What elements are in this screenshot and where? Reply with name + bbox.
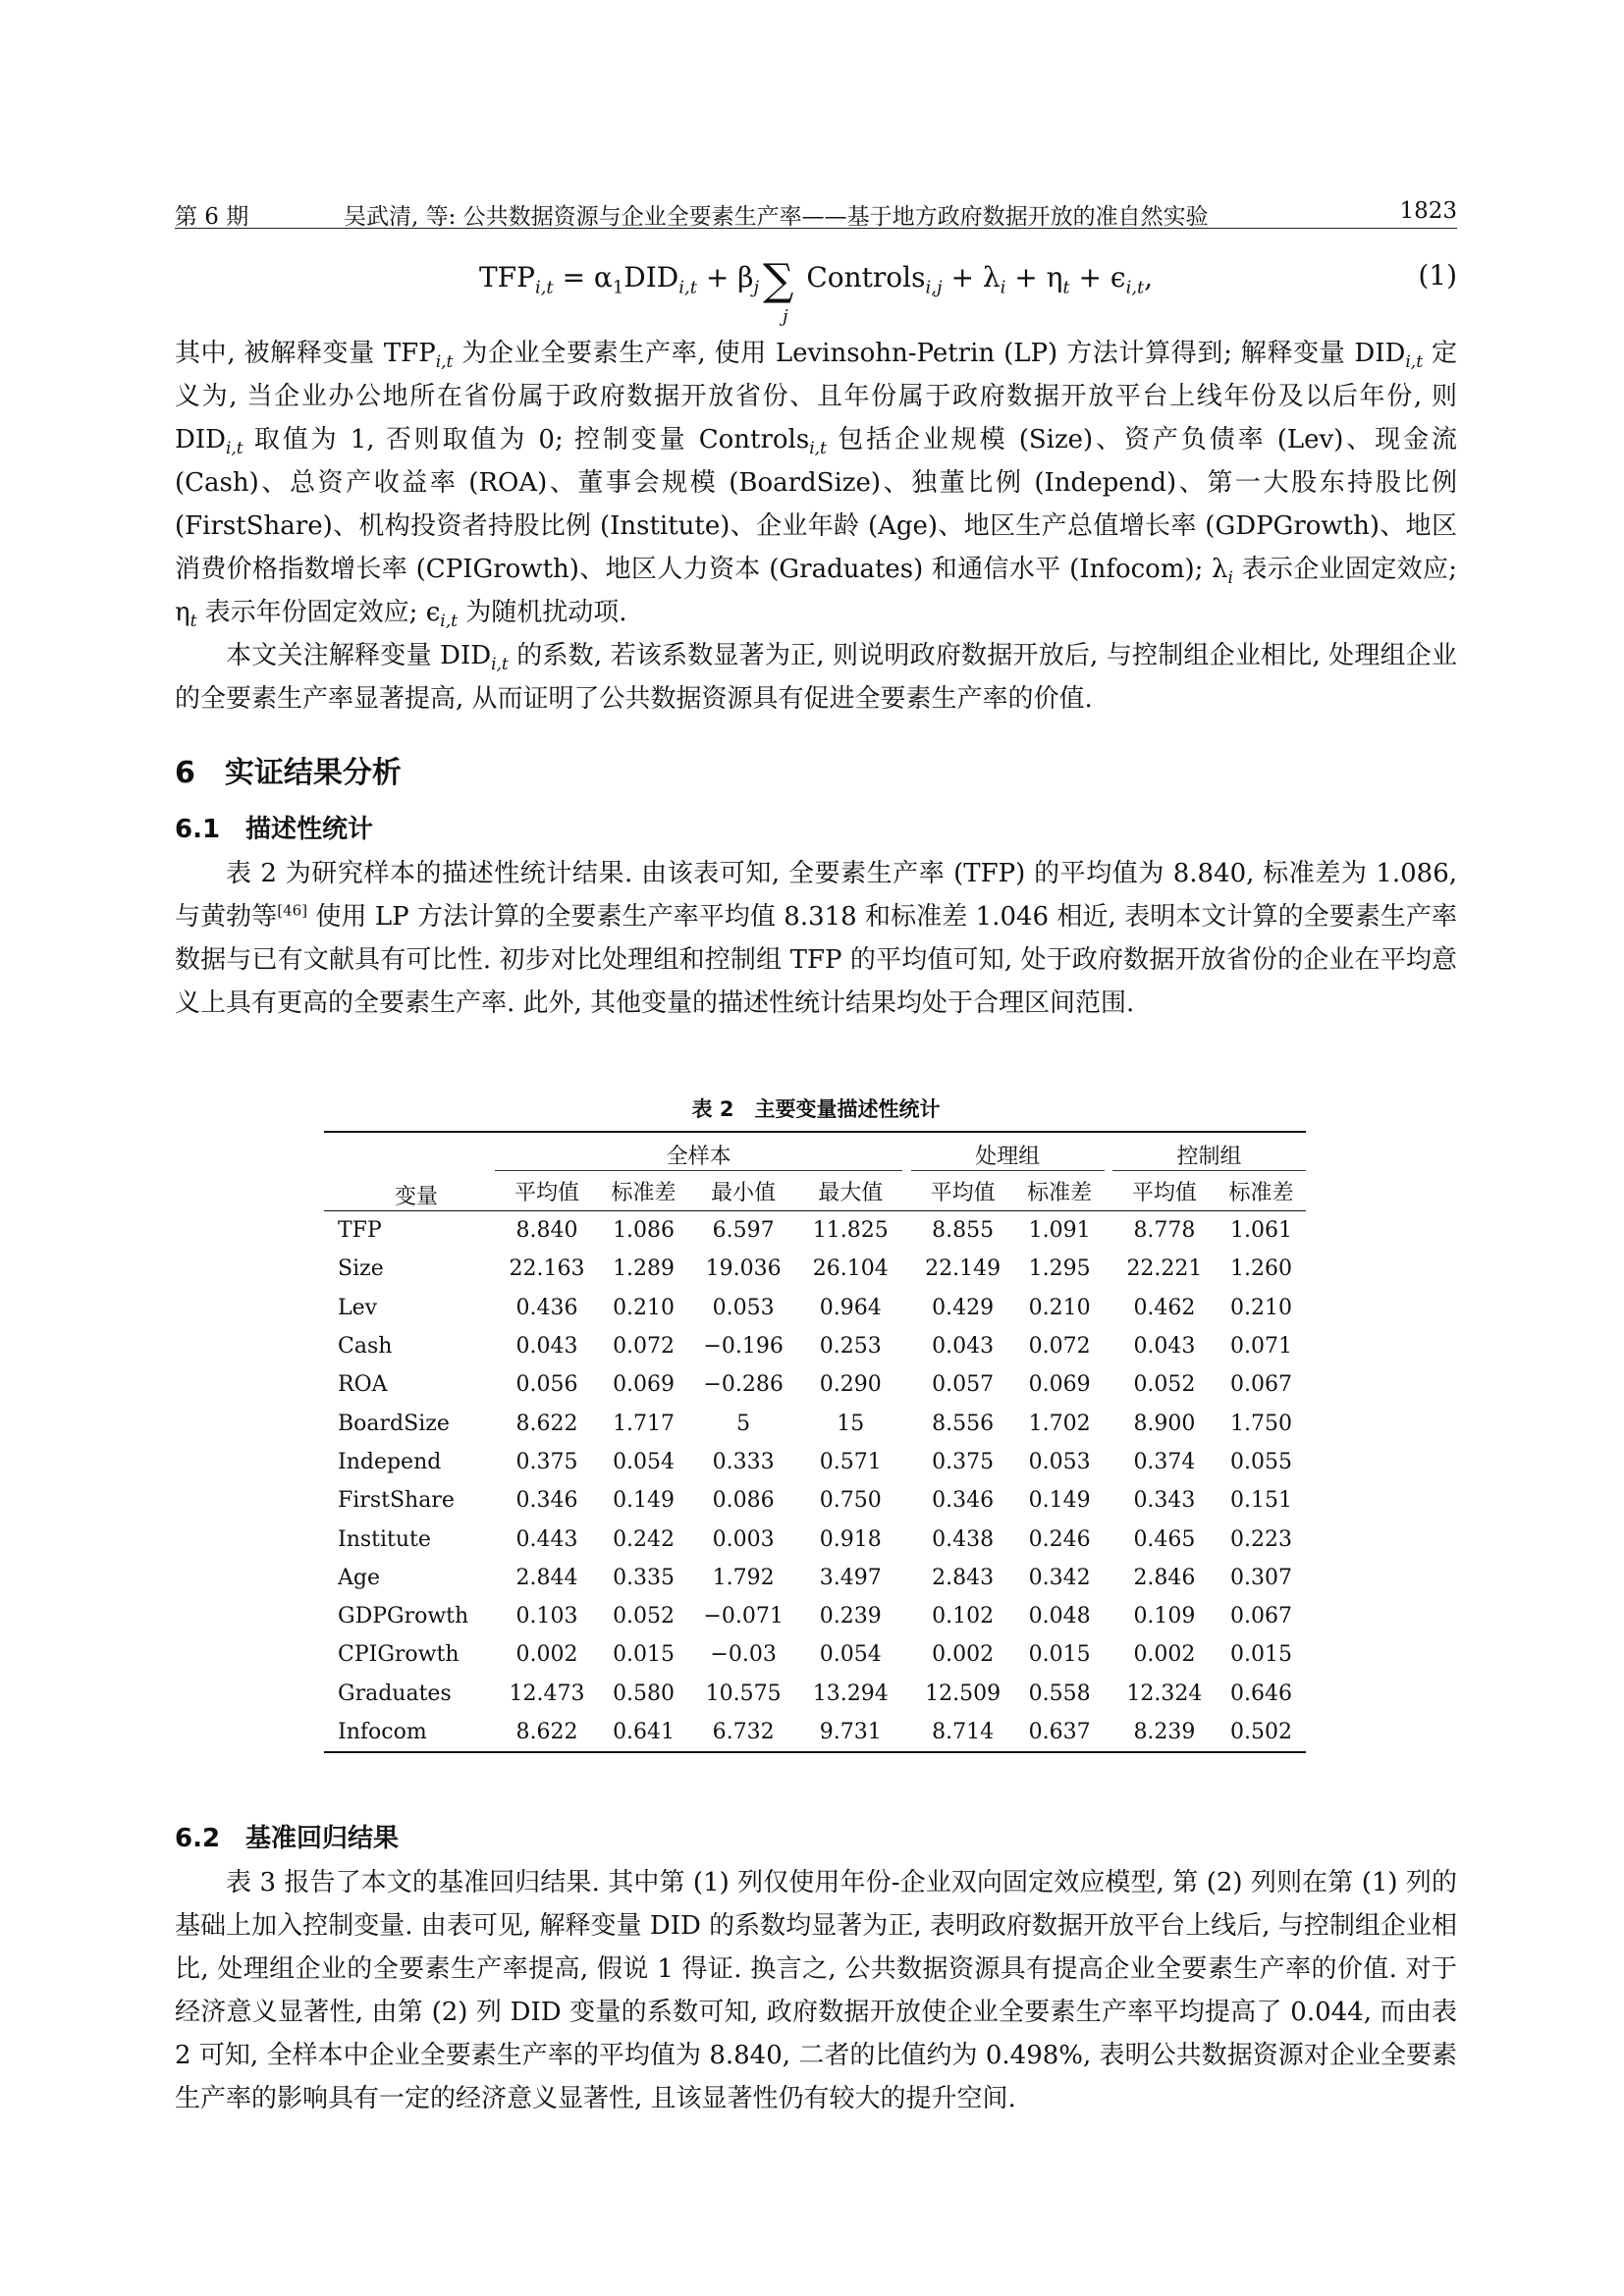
table-cell: 5: [736, 1411, 751, 1436]
table-cell: 0.462: [1133, 1295, 1196, 1320]
table-cell: 0.253: [819, 1334, 882, 1360]
eq-sub: i,t: [678, 277, 697, 298]
table-cell: 0.102: [932, 1604, 995, 1629]
paragraph-did-focus: [175, 634, 1457, 721]
eq-did: DID: [623, 261, 679, 294]
table-cell: 0.069: [1028, 1372, 1091, 1398]
group-header-treatment: 处理组: [911, 1132, 1105, 1171]
table-cell: 0.067: [1229, 1372, 1292, 1398]
table-cell: 0.558: [1028, 1681, 1091, 1706]
table-row: [324, 1597, 1306, 1635]
column-gap: [1105, 1404, 1112, 1442]
equation-number: (1): [1418, 259, 1457, 292]
table-cell: 1.260: [1229, 1256, 1292, 1282]
subscript: i,t: [491, 655, 509, 675]
table-cell: 12.509: [925, 1681, 1001, 1706]
text-run: 表 2 为研究样本的描述性统计结果. 由该表可知, 全要素生产率 (TFP) 的平均值为 8.840, 标准差为 1.086, 与黄勃等: [175, 859, 1457, 932]
subscript: i,t: [440, 612, 458, 632]
paragraph-variable-definitions: [175, 332, 1457, 634]
column-gap: [902, 1481, 910, 1520]
column-gap: [1105, 1635, 1112, 1674]
table-row: [324, 1675, 1306, 1713]
table-cell: 8.714: [911, 1713, 1015, 1752]
table-cell: 0.210: [613, 1295, 676, 1320]
table-cell: 1.289: [613, 1256, 676, 1282]
table-cell: 0.053: [1028, 1449, 1091, 1474]
table-cell: 8.622: [495, 1713, 599, 1752]
summation-symbol: [763, 255, 794, 327]
table-cell: 0.054: [613, 1449, 676, 1474]
column-gap: [902, 1597, 910, 1635]
row-label: Institute: [338, 1526, 431, 1552]
table-cell: 0.048: [1028, 1604, 1091, 1629]
table-cell: 1.086: [613, 1218, 676, 1244]
table-cell: 10.575: [705, 1681, 782, 1706]
subscript: i,t: [435, 352, 454, 373]
text-run: 本文关注解释变量 DID: [226, 641, 492, 670]
table-cell: 1.717: [613, 1411, 676, 1436]
table-cell: 0.918: [819, 1526, 882, 1552]
text-run: 其中, 被解释变量 TFP: [175, 339, 436, 368]
table-row: [324, 1327, 1306, 1365]
column-gap: [902, 1289, 910, 1327]
column-header-variable: 变量: [324, 1132, 495, 1211]
table-cell: 8.900: [1133, 1411, 1196, 1436]
table-row: [324, 1289, 1306, 1327]
table-row: [324, 1559, 1306, 1597]
sum-index: j: [783, 306, 788, 327]
equation-1: [175, 245, 1457, 329]
table-cell: 2.844: [515, 1565, 578, 1590]
table-cell: 8.855: [932, 1218, 995, 1244]
table-cell: 0.015: [613, 1642, 676, 1668]
table-cell: 0.052: [613, 1604, 676, 1629]
paragraph-baseline-results: 表 3 报告了本文的基准回归结果. 其中第 (1) 列仅使用年份-企业双向固定效应模型, 第 (2) 列则在第 (1) 列的基础上加入控制变量. 由表可见, 解释变量 DID 的系数均显著为正, 表明政府数据开放平台上线后, 与控制组企业相比, 处理组企业的全要素生产率提高, 假说 1 得证. 换言之, 公共数据资源具有提高企业全要素生产率的价值. 对于经济意义显著性, 由第 (2) 列 DID 变量的系数可知, 政府数据开放使企业全要素生产率平均提高了 0.044, 而由表 2 可知, 全样本中企业全要素生产率的平均值为 8.840, 二者的比值约为 0.498%, 表明公共数据资源对企业全要素生产率的影响具有一定的经济意义显著性, 且该显著性仍有较大的提升空间.: [175, 1868, 1457, 2113]
table-cell: 0.109: [1133, 1604, 1196, 1629]
column-gap: [1105, 1597, 1112, 1635]
table-cell: 0.003: [712, 1526, 775, 1552]
table-caption: 表 2 主要变量描述性统计: [691, 1097, 941, 1121]
eq-epsilon: + ϵ: [1069, 261, 1126, 294]
table-cell: 8.556: [932, 1411, 995, 1436]
table-row: [324, 1365, 1306, 1404]
table-cell: 0.307: [1229, 1565, 1292, 1590]
table-cell: 0.335: [613, 1565, 676, 1590]
section-heading-6-2: 6.2 基准回归结果: [175, 1824, 400, 1853]
text-run: 表示企业固定效应; η: [175, 555, 1458, 627]
text-run: 表示年份固定效应; ϵ: [196, 598, 441, 627]
table-cell: 6.732: [688, 1713, 798, 1752]
column-header: 标准差: [599, 1171, 688, 1211]
table-cell: 0.067: [1229, 1604, 1292, 1629]
row-label: BoardSize: [338, 1411, 450, 1436]
table-cell: 8.778: [1133, 1218, 1196, 1244]
table-cell: 0.333: [712, 1449, 775, 1474]
table-cell: 0.239: [819, 1604, 882, 1629]
table-cell: 19.036: [705, 1256, 782, 1282]
table-cell: 26.104: [812, 1256, 889, 1282]
table-cell: 0.375: [515, 1449, 578, 1474]
column-gap: [1105, 1327, 1112, 1365]
table-row: [324, 1250, 1306, 1288]
text-run: 为企业全要素生产率, 使用 Levinsohn-Petrin (LP) 方法计算得到; 解释变量 DID: [453, 339, 1406, 368]
table-cell: 2.843: [932, 1565, 995, 1590]
citation-ref[interactable]: [46]: [277, 901, 308, 920]
table-cell: 0.502: [1217, 1713, 1306, 1752]
column-header: 平均值: [495, 1171, 599, 1211]
table-cell: 0.242: [613, 1526, 676, 1552]
group-header-control: 控制组: [1112, 1132, 1306, 1171]
table-cell: 0.571: [819, 1449, 882, 1474]
eq-controls: Controls: [797, 261, 926, 294]
section-heading-6-1: 6.1 描述性统计: [175, 815, 374, 844]
table-cell: 0.465: [1133, 1526, 1196, 1552]
column-gap: [1105, 1443, 1112, 1481]
table-cell: 22.149: [925, 1256, 1001, 1282]
eq-sub: j: [753, 277, 760, 298]
table-cell: 0.002: [1133, 1642, 1196, 1668]
table-cell: 0.055: [1229, 1449, 1292, 1474]
table-cell: 0.052: [1133, 1372, 1196, 1398]
page-number: 1823: [1399, 198, 1457, 224]
table-cell: 0.002: [932, 1642, 995, 1668]
eq-eta: + η: [1005, 261, 1063, 294]
table-cell: 0.053: [712, 1295, 775, 1320]
text-run: 使用 LP 方法计算的全要素生产率平均值 8.318 和标准差 1.046 相近, 表明本文计算的全要素生产率数据与已有文献具有可比性. 初步对比处理组和控制组 TFP 的平均值可知, 处于政府数据开放省份的企业在平均意义上具有更高的全要素生产率. 此外, 其他变量的描述性统计结果均处于合理区间范围.: [175, 902, 1457, 1018]
table-cell: 15: [837, 1411, 865, 1436]
column-gap: [1105, 1481, 1112, 1520]
row-label: Independ: [338, 1449, 442, 1474]
table-cell: 0.069: [613, 1372, 676, 1398]
eq-tfp: TFP: [479, 261, 535, 294]
table-cell: 0.103: [515, 1604, 578, 1629]
table-row: [324, 1713, 1306, 1752]
table-cell: 22.221: [1126, 1256, 1203, 1282]
table-cell: 22.163: [509, 1256, 585, 1282]
eq-sub: 1: [612, 277, 624, 298]
table-cell: 0.043: [515, 1334, 578, 1360]
paragraph-descriptive-stats: [175, 852, 1457, 1025]
table-row: [324, 1404, 1306, 1442]
table-row: [324, 1443, 1306, 1481]
table-cell: 0.436: [515, 1295, 578, 1320]
text-run: 定义为, 当企业办公地所在省份属于政府数据开放省份、且年份属于政府数据开放平台上线年份及以后年份, 则 DID: [175, 339, 1457, 454]
table-cell: 0.054: [819, 1642, 882, 1668]
column-gap: [902, 1713, 910, 1752]
eq-beta: + β: [696, 261, 754, 294]
eq-sub: i: [1000, 277, 1006, 298]
table-cell: 0.346: [932, 1488, 995, 1514]
table-cell: 1.091: [1028, 1218, 1091, 1244]
table-cell: 0.246: [1028, 1526, 1091, 1552]
table-cell: 13.294: [812, 1681, 889, 1706]
table-cell: 0.015: [1229, 1642, 1292, 1668]
subscript: t: [189, 612, 197, 632]
column-gap: [902, 1211, 910, 1251]
table-cell: 0.342: [1028, 1565, 1091, 1590]
eq-lambda: + λ: [942, 261, 1001, 294]
table-row: [324, 1520, 1306, 1558]
column-header: 平均值: [911, 1171, 1015, 1211]
table-cell: 0.346: [515, 1488, 578, 1514]
row-label: CPIGrowth: [338, 1642, 460, 1668]
table-cell: 0.374: [1133, 1449, 1196, 1474]
table-cell: 0.438: [932, 1526, 995, 1552]
table-row: [324, 1481, 1306, 1520]
table-cell: −0.286: [703, 1372, 784, 1398]
table-row: [324, 1211, 1306, 1251]
column-header: 最大值: [798, 1171, 902, 1211]
text-run: 包括企业规模 (Size)、资产负债率 (Lev)、现金流 (Cash)、总资产收益率 (ROA)、董事会规模 (BoardSize)、独董比例 (Independ)、第一大股东持股比例 (FirstShare)、机构投资者持股比例 (Institute)、企业年龄 (Age)、地区生产总值增长率 (GDPGrowth)、地区消费价格指数增长率 (CPIGrowth)、地区人力资本 (Graduates) 和通信水平 (Infocom); λ: [175, 425, 1457, 584]
text-run: 的系数, 若该系数显著为正, 则说明政府数据开放后, 与控制组企业相比, 处理组企业的全要素生产率显著提高, 从而证明了公共数据资源具有促进全要素生产率的价值.: [175, 641, 1457, 714]
table-cell: 1.295: [1028, 1256, 1091, 1282]
table-cell: 0.646: [1229, 1681, 1292, 1706]
table-cell: 0.443: [515, 1526, 578, 1552]
eq-alpha: = α: [553, 261, 613, 294]
column-gap: [1105, 1713, 1112, 1752]
table-cell: 1.061: [1229, 1218, 1292, 1244]
descriptive-stats-table: [324, 1131, 1306, 1753]
table-cell: 12.324: [1126, 1681, 1203, 1706]
column-header: 标准差: [1217, 1171, 1306, 1211]
table-cell: 0.637: [1015, 1713, 1105, 1752]
column-gap: [902, 1559, 910, 1597]
text-run: 取值为 1, 否则取值为 0; 控制变量 Controls: [243, 425, 810, 454]
table-cell: 0.641: [599, 1713, 688, 1752]
table-cell: 0.002: [515, 1642, 578, 1668]
table-cell: 0.223: [1229, 1526, 1292, 1552]
column-gap: [902, 1404, 910, 1442]
row-label: Infocom: [324, 1713, 495, 1752]
running-title: 吴武清, 等: 公共数据资源与企业全要素生产率——基于地方政府数据开放的准自然实验: [344, 204, 1209, 230]
eq-sub: i,t: [1125, 277, 1145, 298]
row-label: Graduates: [338, 1681, 452, 1706]
table-cell: 3.497: [819, 1565, 882, 1590]
sigma-glyph: ∑: [763, 255, 794, 305]
table-cell: 0.072: [613, 1334, 676, 1360]
running-header: [175, 198, 1457, 229]
column-header: 标准差: [1015, 1171, 1105, 1211]
table-cell: 8.239: [1112, 1713, 1217, 1752]
table-cell: 0.043: [1133, 1334, 1196, 1360]
subscript: i: [1227, 568, 1233, 589]
column-header: 最小值: [688, 1171, 798, 1211]
table-cell: 6.597: [712, 1218, 775, 1244]
table-cell: 9.731: [798, 1713, 902, 1752]
column-header: 平均值: [1112, 1171, 1217, 1211]
table-cell: 0.210: [1229, 1295, 1292, 1320]
eq-comma: ,: [1144, 261, 1154, 294]
column-gap: [1105, 1559, 1112, 1597]
table-cell: −0.071: [703, 1604, 784, 1629]
column-gap: [1105, 1289, 1112, 1327]
column-gap: [902, 1365, 910, 1404]
column-gap: [902, 1520, 910, 1558]
table-cell: 0.056: [515, 1372, 578, 1398]
row-label: FirstShare: [338, 1488, 455, 1514]
table-cell: 0.057: [932, 1372, 995, 1398]
column-gap: [1105, 1675, 1112, 1713]
group-header-full-sample: 全样本: [495, 1132, 902, 1171]
row-label: Age: [338, 1565, 380, 1590]
table-cell: 0.043: [932, 1334, 995, 1360]
subscript: i,t: [225, 439, 244, 459]
table-row: [324, 1635, 1306, 1674]
table-cell: 1.702: [1028, 1411, 1091, 1436]
table-cell: 1.750: [1229, 1411, 1292, 1436]
row-label: TFP: [338, 1218, 382, 1244]
eq-sub: i,t: [534, 277, 554, 298]
column-gap: [1105, 1211, 1112, 1251]
table-cell: 0.149: [613, 1488, 676, 1514]
table-cell: 0.964: [819, 1295, 882, 1320]
column-gap: [1105, 1250, 1112, 1288]
table-cell: 0.015: [1028, 1642, 1091, 1668]
table-cell: 8.840: [515, 1218, 578, 1244]
table-cell: 2.846: [1133, 1565, 1196, 1590]
table-cell: 8.622: [515, 1411, 578, 1436]
issue-number: 第 6 期: [175, 204, 249, 230]
table-cell: 0.290: [819, 1372, 882, 1398]
table-cell: 0.210: [1028, 1295, 1091, 1320]
column-gap: [902, 1327, 910, 1365]
table-cell: 12.473: [509, 1681, 585, 1706]
table-cell: 0.151: [1229, 1488, 1292, 1514]
table-cell: 0.580: [613, 1681, 676, 1706]
section-heading-6: 6 实证结果分析: [175, 756, 402, 790]
column-gap: [902, 1250, 910, 1288]
column-gap: [902, 1635, 910, 1674]
row-label: ROA: [338, 1372, 388, 1398]
table-body: [324, 1211, 1306, 1753]
table-cell: −0.03: [710, 1642, 777, 1668]
text-run: 为随机扰动项.: [457, 598, 627, 627]
table-cell: 1.792: [712, 1565, 775, 1590]
column-gap: [902, 1443, 910, 1481]
table-cell: 0.375: [932, 1449, 995, 1474]
table-cell: 0.086: [712, 1488, 775, 1514]
table-cell: 0.429: [932, 1295, 995, 1320]
subscript: i,t: [809, 439, 827, 459]
row-label: Lev: [338, 1295, 378, 1320]
table-cell: 11.825: [812, 1218, 889, 1244]
column-gap: [902, 1675, 910, 1713]
table-cell: 0.149: [1028, 1488, 1091, 1514]
table-cell: 0.343: [1133, 1488, 1196, 1514]
table-cell: −0.196: [703, 1334, 784, 1360]
row-label: Size: [338, 1256, 384, 1282]
column-gap: [1105, 1365, 1112, 1404]
row-label: Cash: [338, 1334, 393, 1360]
eq-sub: t: [1062, 277, 1070, 298]
subscript: i,t: [1405, 352, 1424, 373]
eq-sub: i,j: [925, 277, 943, 298]
row-label: GDPGrowth: [338, 1604, 469, 1629]
table-cell: 0.071: [1229, 1334, 1292, 1360]
table-cell: 0.072: [1028, 1334, 1091, 1360]
column-gap: [1105, 1520, 1112, 1558]
table-cell: 0.750: [819, 1488, 882, 1514]
equation-formula: [479, 255, 1154, 327]
